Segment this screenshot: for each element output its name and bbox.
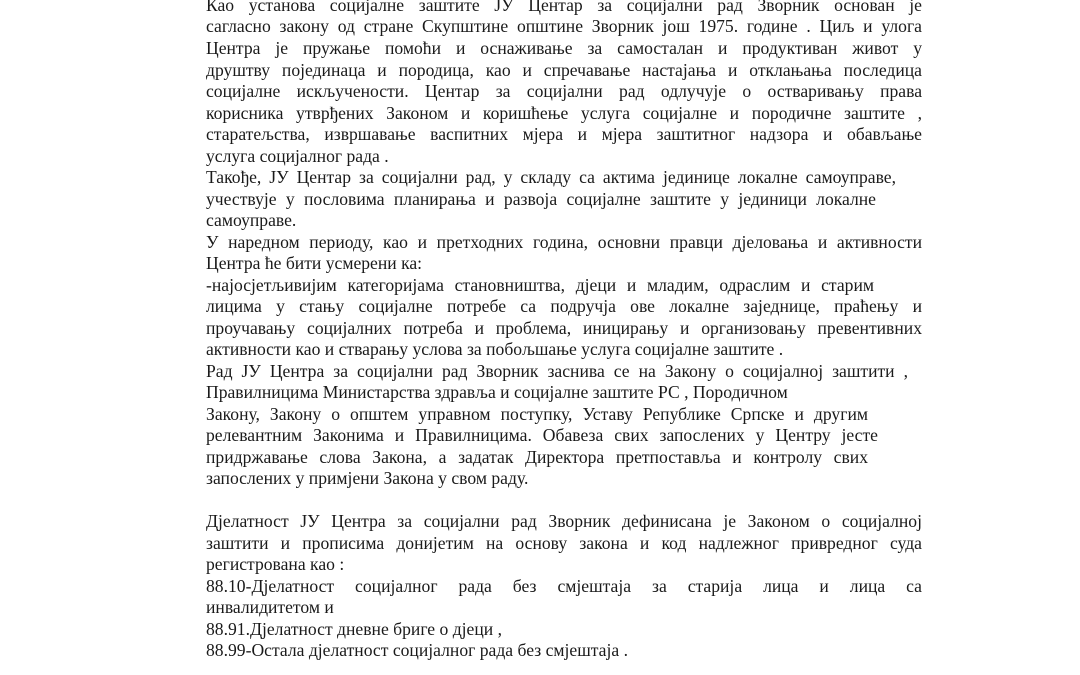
- text-line: -најосјетљивијим категоријама становништва, дјеци и младим, одраслим и старим: [206, 275, 874, 295]
- text-line: старатељства, извршавање васпитних мјера и мјера заштитног надзора и обављање: [206, 124, 922, 144]
- text-line: Закону, Закону о општем управном поступку, Уставу Републике Српске и другим: [206, 404, 868, 424]
- text-line: Центра је пружање помоћи и оснаживање за самосталан и продуктиван живот у: [206, 38, 922, 58]
- text-line: проучавању социјалних потреба и проблема, иницирању и организовању превентивних: [206, 318, 922, 338]
- text-line: корисника утврђених Законом и коришћење услуга социјалне и породичне заштите ,: [206, 103, 922, 123]
- activity-line: инвалидитетом и: [206, 597, 334, 617]
- activity-line: 88.99-Остала дјелатност социјалног рада без смјештаја .: [206, 640, 628, 660]
- text-line: Као установа социјалне заштите ЈУ Центар за социјални рад Зворник основан је: [206, 0, 922, 15]
- text-line: придржавање слова Закона, а задатак Директора претпоставља и контролу свих: [206, 447, 868, 467]
- text-line: услуга социјалног рада .: [206, 146, 389, 166]
- text-line: Рад ЈУ Центра за социјални рад Зворник заснива се на Закону о социјалној заштити ,: [206, 361, 908, 381]
- text-line: регистрована као :: [206, 554, 345, 574]
- text-line: Дјелатност ЈУ Центра за социјални рад Зворник дефинисана је Законом о социјалној: [206, 511, 922, 531]
- text-line: Центра ће бити усмерени ка:: [206, 253, 423, 273]
- text-line: Такође, ЈУ Центар за социјални рад, у складу са актима јединице локалне самоуправе,: [206, 167, 896, 187]
- text-line: Правилницима Министарства здравља и социјалне заштите РС , Породичном: [206, 382, 788, 402]
- text-line: учествује у пословима планирања и развоја социјалне заштите у јединици локалне: [206, 189, 876, 209]
- text-line: активности као и стварању услова за побољшање услуга социјалне заштите .: [206, 339, 784, 359]
- text-line: У наредном периоду, као и претходних година, основни правци дјеловања и активности: [206, 232, 922, 252]
- activity-line: 88.10-Дјелатност социјалног рада без смјештаја за старија лица и лица са: [206, 576, 922, 596]
- text-line: друштву појединаца и породица, као и спречавање настајања и отклањања последица: [206, 60, 922, 80]
- text-line: самоуправе.: [206, 210, 297, 230]
- activity-line: 88.91.Дјелатност дневне бриге о дјеци ,: [206, 619, 502, 639]
- text-line: запослених у примјени Закона у свом раду.: [206, 468, 529, 488]
- text-line: релевантним Законима и Правилницима. Обавеза свих запослених у Центру јесте: [206, 425, 878, 445]
- text-line: социјалне искључености. Центар за социјални рад одлучује о остваривању права: [206, 81, 922, 101]
- text-line: заштити и прописима донијетим на основу закона и код надлежног привредног суда: [206, 533, 922, 553]
- text-line: сагласно закону од стране Скупштине општине Зворник још 1975. године . Циљ и улога: [206, 16, 922, 36]
- text-line: лицима у стању социјалне потребе са подручја ове локалне заједнице, праћењу и: [206, 296, 922, 316]
